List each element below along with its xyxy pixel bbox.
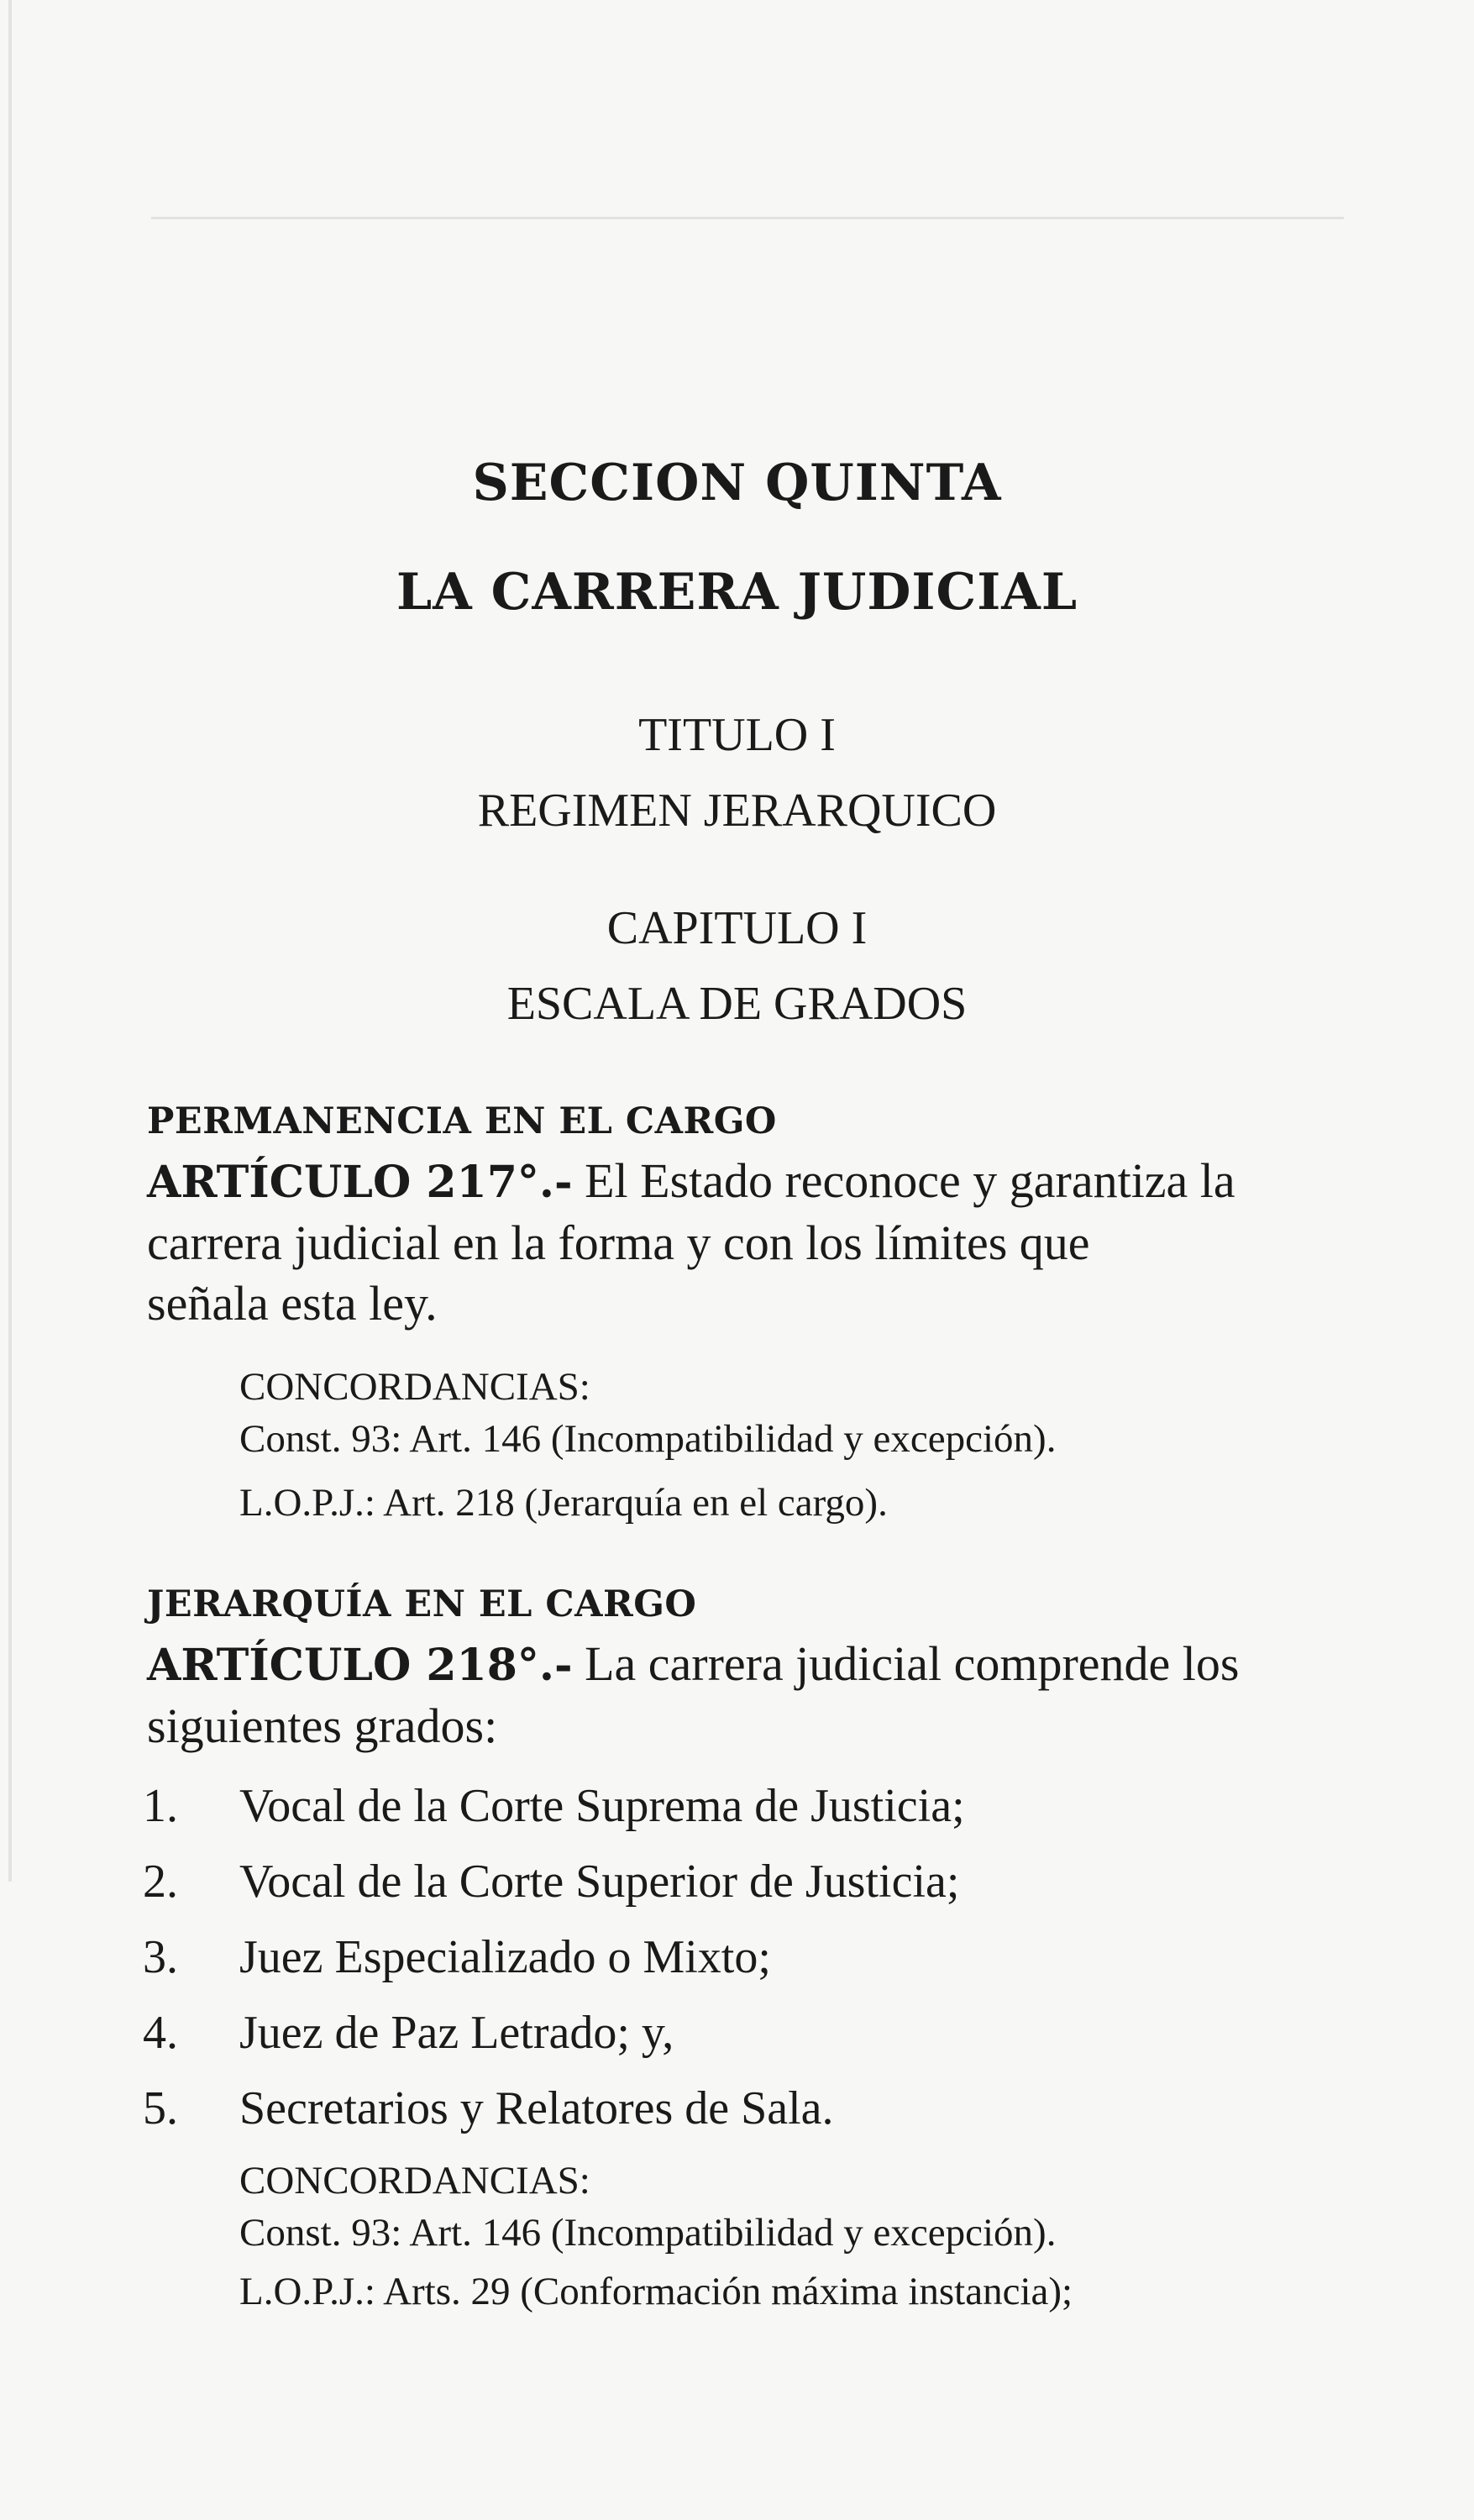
article-218-text-1: La carrera judicial comprende los (572, 1636, 1240, 1691)
article-217-concordancias (239, 1361, 1356, 1529)
list-item (143, 1919, 1352, 1995)
concordancias-label: CONCORDANCIAS: (239, 2159, 590, 2202)
list-item-number: 1. (143, 1780, 178, 1832)
article-218-text (147, 1634, 1356, 1756)
list-item (143, 1768, 1352, 1844)
article-218-concordancias (239, 2155, 1356, 2318)
concordancia-line: Const. 93: Art. 146 (Incompatibilidad y excepción). (239, 2211, 1057, 2255)
capitulo-number: CAPITULO I (606, 902, 868, 954)
list-item (143, 2071, 1352, 2146)
article-217-line-1 (147, 1151, 1356, 1213)
grados-list (143, 1768, 1352, 2146)
concordancia-line: L.O.P.J.: Arts. 29 (Conformación máxima instancia); (239, 2270, 1073, 2313)
list-item-text: Juez Especializado o Mixto; (239, 1931, 771, 1983)
list-item-number: 2. (143, 1856, 178, 1908)
concordancias-label: CONCORDANCIAS: (239, 1365, 590, 1409)
article-218-heading: JERARQUÍA EN EL CARGO (147, 1583, 697, 1625)
list-item-text: Secretarios y Relatores de Sala. (239, 2082, 834, 2134)
list-item-number: 3. (143, 1931, 178, 1983)
article-218-line-1 (147, 1634, 1356, 1696)
list-item (143, 1995, 1352, 2071)
list-item (143, 1844, 1352, 1919)
article-217-line-3: señala esta ley. (147, 1276, 438, 1331)
titulo-number: TITULO I (638, 709, 836, 761)
article-217-label: ARTÍCULO 217°.- (147, 1157, 573, 1208)
list-item-number: 4. (143, 2007, 178, 2059)
list-item-text: Juez de Paz Letrado; y, (239, 2007, 674, 2059)
titulo-name: REGIMEN JERARQUICO (477, 785, 997, 837)
article-217-text-1: El Estado reconoce y garantiza la (572, 1153, 1235, 1208)
article-218-line-2: siguientes grados: (147, 1698, 498, 1753)
concordancia-line: L.O.P.J.: Art. 218 (Jerarquía en el cargo). (239, 1481, 888, 1525)
list-item-text: Vocal de la Corte Superior de Justicia; (239, 1856, 960, 1908)
section-subtitle: LA CARRERA JUDICIAL (396, 563, 1078, 622)
capitulo-name: ESCALA DE GRADOS (506, 978, 968, 1030)
list-item-number: 5. (143, 2082, 178, 2134)
article-218-label: ARTÍCULO 218°.- (147, 1640, 573, 1691)
list-item-text: Vocal de la Corte Suprema de Justicia; (239, 1780, 965, 1832)
article-217-line-2: carrera judicial en la forma y con los límites que (147, 1215, 1090, 1270)
section-title: SECCION QUINTA (472, 454, 1002, 512)
article-217-heading: PERMANENCIA EN EL CARGO (147, 1100, 777, 1142)
article-217-text (147, 1151, 1356, 1334)
concordancia-line: Const. 93: Art. 146 (Incompatibilidad y excepción). (239, 1417, 1057, 1461)
